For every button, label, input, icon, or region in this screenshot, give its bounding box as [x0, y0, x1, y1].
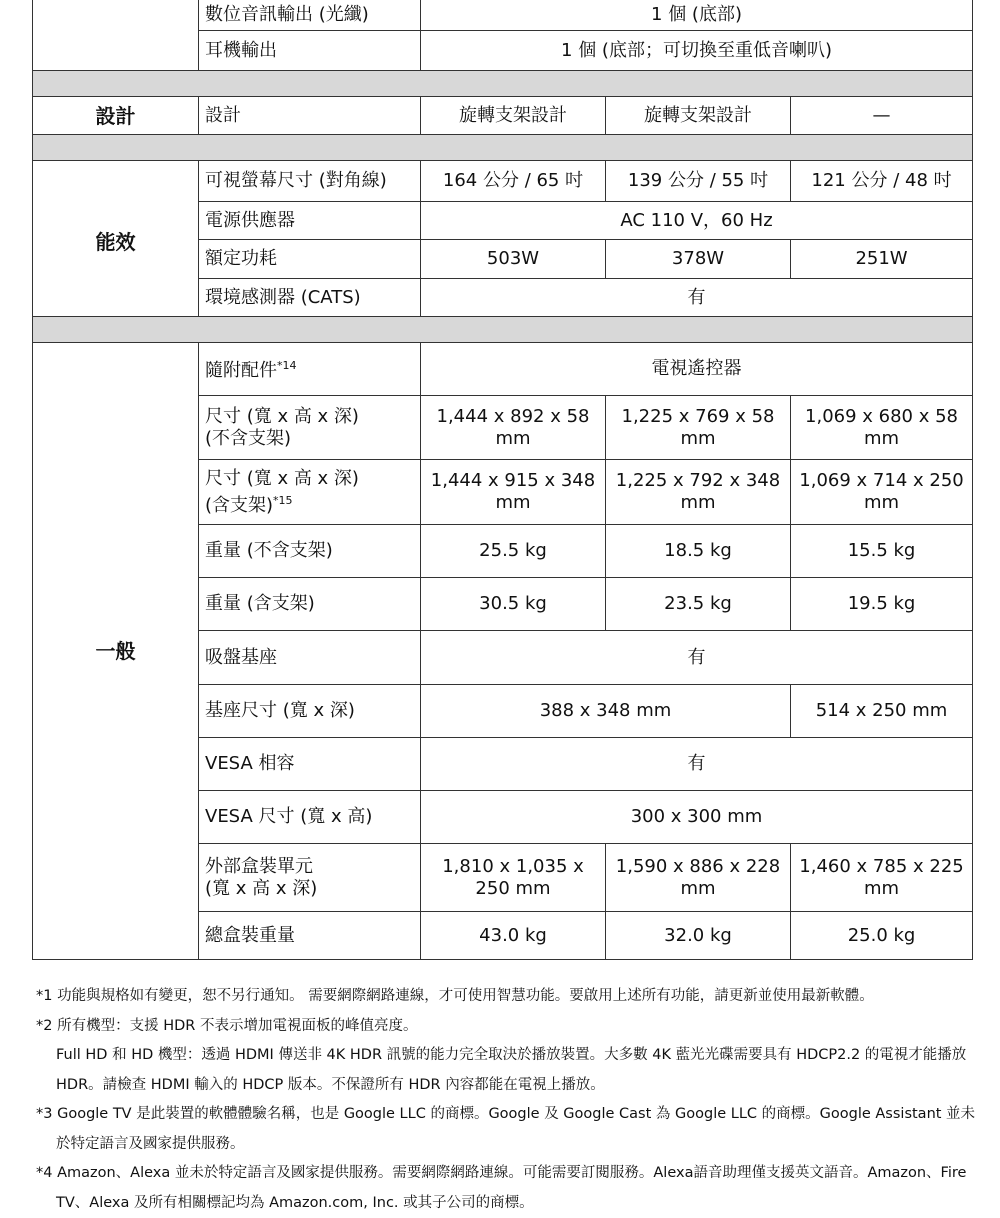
section-title: 一般 [33, 343, 199, 960]
table-row [33, 161, 973, 202]
row-label [199, 396, 421, 460]
row-value: 378W [606, 240, 791, 279]
label-line: (不含支架) [205, 427, 292, 449]
label-line: 尺寸 (寬 x 高 x 深) [205, 405, 359, 427]
section-title: 能效 [33, 161, 199, 317]
footnote: *4 Amazon、Alexa 並未於特定語言及國家提供服務。需要網際網路連線。可能需要訂閱服務。Alexa語音助理僅支援英文語音。Amazon、Fire TV、Alexa 及所有相關標記均為 Amazon.com, Inc. 或其子公司的商標。 [36, 1165, 967, 1211]
footnote-ref: *14 [277, 359, 297, 372]
row-value: 1 個 (底部；可切換至重低音喇叭) [421, 31, 973, 71]
label-line: 外部盒裝單元 [205, 855, 313, 877]
row-value: 18.5 kg [606, 525, 791, 578]
row-value: 30.5 kg [421, 578, 606, 631]
row-value: 164 公分 / 65 吋 [421, 161, 606, 202]
row-label: 吸盤基座 [199, 631, 421, 685]
row-label [199, 343, 421, 396]
row-value: 1,590 x 886 x 228 mm [606, 844, 791, 912]
label-text: 隨附配件 [205, 360, 277, 381]
row-value: 32.0 kg [606, 912, 791, 960]
row-value: 有 [421, 738, 973, 791]
row-value: 1,810 x 1,035 x 250 mm [421, 844, 606, 912]
row-value: 電視遙控器 [421, 343, 973, 396]
row-value: — [791, 97, 973, 135]
row-label: 總盒裝重量 [199, 912, 421, 960]
row-label: 基座尺寸 (寬 x 深) [199, 685, 421, 738]
footnote-ref: *15 [273, 493, 293, 507]
row-value: 25.0 kg [791, 912, 973, 960]
row-label: 設計 [199, 97, 421, 135]
row-value: 25.5 kg [421, 525, 606, 578]
row-label: 重量 (不含支架) [199, 525, 421, 578]
row-value: 1,069 x 714 x 250 mm [791, 460, 973, 525]
section-divider [33, 71, 973, 97]
row-label [199, 844, 421, 912]
row-value: 251W [791, 240, 973, 279]
row-value: 1,069 x 680 x 58 mm [791, 396, 973, 460]
row-label: 數位音訊輸出 (光纖) [199, 0, 421, 31]
row-label: 重量 (含支架) [199, 578, 421, 631]
row-value: 有 [421, 631, 973, 685]
row-label: VESA 相容 [199, 738, 421, 791]
row-value: 1,460 x 785 x 225 mm [791, 844, 973, 912]
row-value: 1,225 x 769 x 58 mm [606, 396, 791, 460]
row-value: 1,225 x 792 x 348 mm [606, 460, 791, 525]
row-label: 耳機輸出 [199, 31, 421, 71]
label-line: (含支架) [205, 494, 274, 516]
row-value: 15.5 kg [791, 525, 973, 578]
label-line: (寬 x 高 x 深) [205, 877, 318, 899]
row-value: 1,444 x 892 x 58 mm [421, 396, 606, 460]
table-row [33, 0, 973, 31]
footnote: *2 所有機型：支援 HDR 不表示增加電視面板的峰值亮度。 [36, 1017, 418, 1034]
row-value: 23.5 kg [606, 578, 791, 631]
row-value: 139 公分 / 55 吋 [606, 161, 791, 202]
row-label [199, 460, 421, 525]
row-label: VESA 尺寸 (寬 x 高) [199, 791, 421, 844]
row-value: 514 x 250 mm [791, 685, 973, 738]
table-row [33, 97, 973, 135]
row-value: AC 110 V，60 Hz [421, 202, 973, 240]
row-value: 旋轉支架設計 [421, 97, 606, 135]
section-title: 設計 [33, 97, 199, 135]
footnote: *1 功能與規格如有變更，恕不另行通知。 需要網際網路連線，才可使用智慧功能。要啟用上述所有功能，請更新並使用最新軟體。 [36, 988, 874, 1004]
row-label: 額定功耗 [199, 240, 421, 279]
row-value: 旋轉支架設計 [606, 97, 791, 135]
table-row [33, 343, 973, 396]
section-divider [33, 317, 973, 343]
row-label: 電源供應器 [199, 202, 421, 240]
footnote: *3 Google TV 是此裝置的軟體體驗名稱，也是 Google LLC 的商標。Google 及 Google Cast 為 Google LLC 的商標。Google Assistant 並未於特定語言及國家提供服務。 [36, 1106, 976, 1152]
row-value: 有 [421, 279, 973, 317]
row-label: 環境感測器 (CATS) [199, 279, 421, 317]
row-value: 43.0 kg [421, 912, 606, 960]
section-divider [33, 135, 973, 161]
row-value: 19.5 kg [791, 578, 973, 631]
label-line: 尺寸 (寬 x 高 x 深) [205, 467, 359, 489]
row-value: 503W [421, 240, 606, 279]
row-value: 1,444 x 915 x 348 mm [421, 460, 606, 525]
section-cell [33, 0, 199, 71]
row-label: 可視螢幕尺寸 (對角線) [199, 161, 421, 202]
row-value: 388 x 348 mm [421, 685, 791, 738]
footnote: Full HD 和 HD 機型：透過 HDMI 傳送非 4K HDR 訊號的能力完全取決於播放裝置。大多數 4K 藍光光碟需要具有 HDCP2.2 的電視才能播放 HDR。請檢查 HDMI 輸入的 HDCP 版本。不保證所有 HDR 內容都能在電視上播放。 [56, 1047, 967, 1093]
row-value: 1 個 (底部) [421, 0, 973, 31]
row-value: 300 x 300 mm [421, 791, 973, 844]
footnotes [36, 982, 976, 1218]
spec-table [32, 0, 973, 960]
row-value: 121 公分 / 48 吋 [791, 161, 973, 202]
